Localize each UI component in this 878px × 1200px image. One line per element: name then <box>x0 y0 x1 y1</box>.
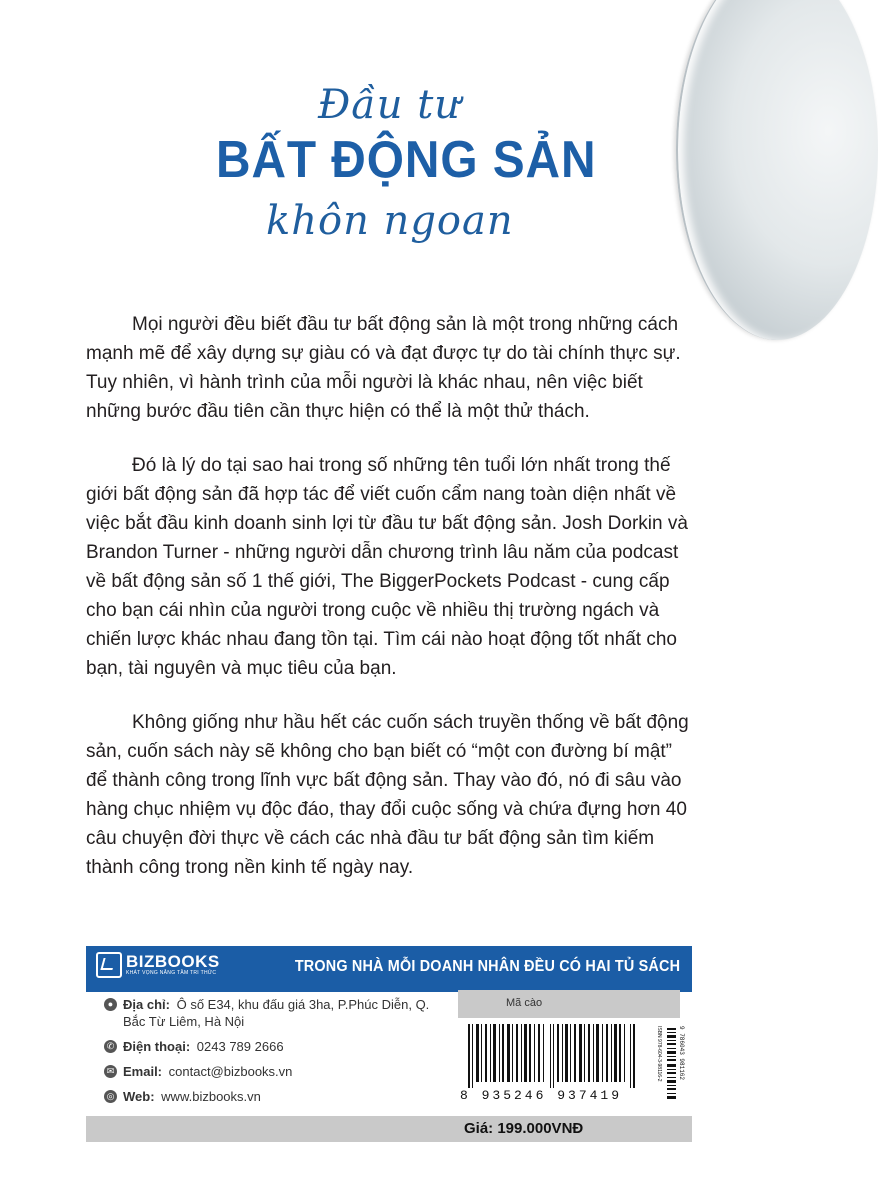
email-label: Email: <box>123 1064 163 1079</box>
publisher-banner <box>86 946 692 992</box>
description-paragraph: Đó là lý do tại sao hai trong số những tên tuổi lớn nhất trong thế giới bất động sản đã hợp tác để viết cuốn cẩm nang toàn diện nhất về việc bắt đầu kinh doanh sinh lợi từ đầu tư bất động sản. Josh Dorkin và Brandon Turner - những người dẫn chương trình lâu năm của podcast về bất động sản số 1 thế giới, The BiggerPockets Podcast - cung cấp cho bạn cái nhìn của người trong cuộc về nhiều thị trường ngách và chiến lược khác nhau đang tồn tại. Tìm cái nào hoạt động tốt nhất cho bạn, tài nguyên và mục tiêu của bạn. <box>86 455 688 679</box>
isbn-text: ISBN 978-604-3-98116-2 <box>656 1026 662 1082</box>
barcode-number: 8 935246 937419 <box>460 1088 623 1103</box>
web-value: www.bizbooks.vn <box>161 1089 261 1104</box>
title-line-script-top: Đầu tư <box>318 82 462 128</box>
banner-slogan: TRONG NHÀ MỖI DOANH NHÂN ĐỀU CÓ HAI TỦ SÁCH <box>294 958 680 975</box>
phone-icon: ✆ <box>104 1040 117 1053</box>
phone-value: 0243 789 2666 <box>196 1039 284 1054</box>
barcode-bars <box>458 1024 648 1088</box>
contact-phone <box>104 1038 454 1055</box>
globe-icon: ◎ <box>104 1090 117 1103</box>
book-description <box>86 310 696 907</box>
price-bar <box>86 1116 692 1142</box>
barcode <box>458 1024 684 1106</box>
title-main: BẤT ĐỘNG SẢN <box>216 131 597 189</box>
contact-web <box>104 1088 454 1105</box>
web-label: Web: <box>123 1089 155 1104</box>
bizbooks-logo <box>96 952 220 978</box>
title-line-script-bottom: khôn ngoan <box>266 198 514 244</box>
bizbooks-logo-icon <box>96 952 122 978</box>
contact-email <box>104 1063 454 1080</box>
address-label: Địa chỉ: <box>123 997 170 1012</box>
price-label: Giá: 199.000VNĐ <box>464 1120 584 1137</box>
phone-label: Điện thoại: <box>123 1039 191 1054</box>
email-value: contact@bizbooks.vn <box>168 1064 293 1079</box>
scratch-code-box <box>458 990 680 1018</box>
location-pin-icon: ● <box>104 998 117 1011</box>
isbn-digits: 9 786043 981162 <box>678 1026 685 1081</box>
description-paragraph: Mọi người đều biết đầu tư bất động sản là một trong những cách mạnh mẽ để xây dựng sự giàu có và đạt được tự do tài chính thực sự. Tuy nhiên, vì hành trình của mỗi người là khác nhau, nên việc biết những bước đầu tiên cần thực hiện có thể là một thử thách. <box>86 314 681 422</box>
address-value: Ô số E34, khu đấu giá 3ha, P.Phúc Diễn, Q. Bắc Từ Liêm, Hà Nội <box>123 997 430 1029</box>
publisher-contacts <box>104 996 454 1113</box>
scratch-label: Mã cào <box>506 997 543 1009</box>
logo-name: BIZBOOKS <box>126 952 220 971</box>
book-title <box>0 60 769 260</box>
contact-address <box>104 996 454 1030</box>
email-icon: ✉ <box>104 1065 117 1078</box>
description-paragraph: Không giống như hầu hết các cuốn sách truyền thống về bất động sản, cuốn sách này sẽ không cho bạn biết có “một con đường bí mật” để thành công trong lĩnh vực bất động sản. Thay vào đó, nó đi sâu vào hàng chục nhiệm vụ độc đáo, thay đổi cuộc sống và chứa đựng hơn 40 câu chuyện đời thực về cách các nhà đầu tư bất động sản tìm kiếm thành công trong nền kinh tế ngày nay. <box>86 712 689 878</box>
logo-tagline: KHÁT VỌNG NÂNG TẦM TRI THỨC <box>126 970 217 976</box>
isbn-barcode <box>654 1024 684 1104</box>
